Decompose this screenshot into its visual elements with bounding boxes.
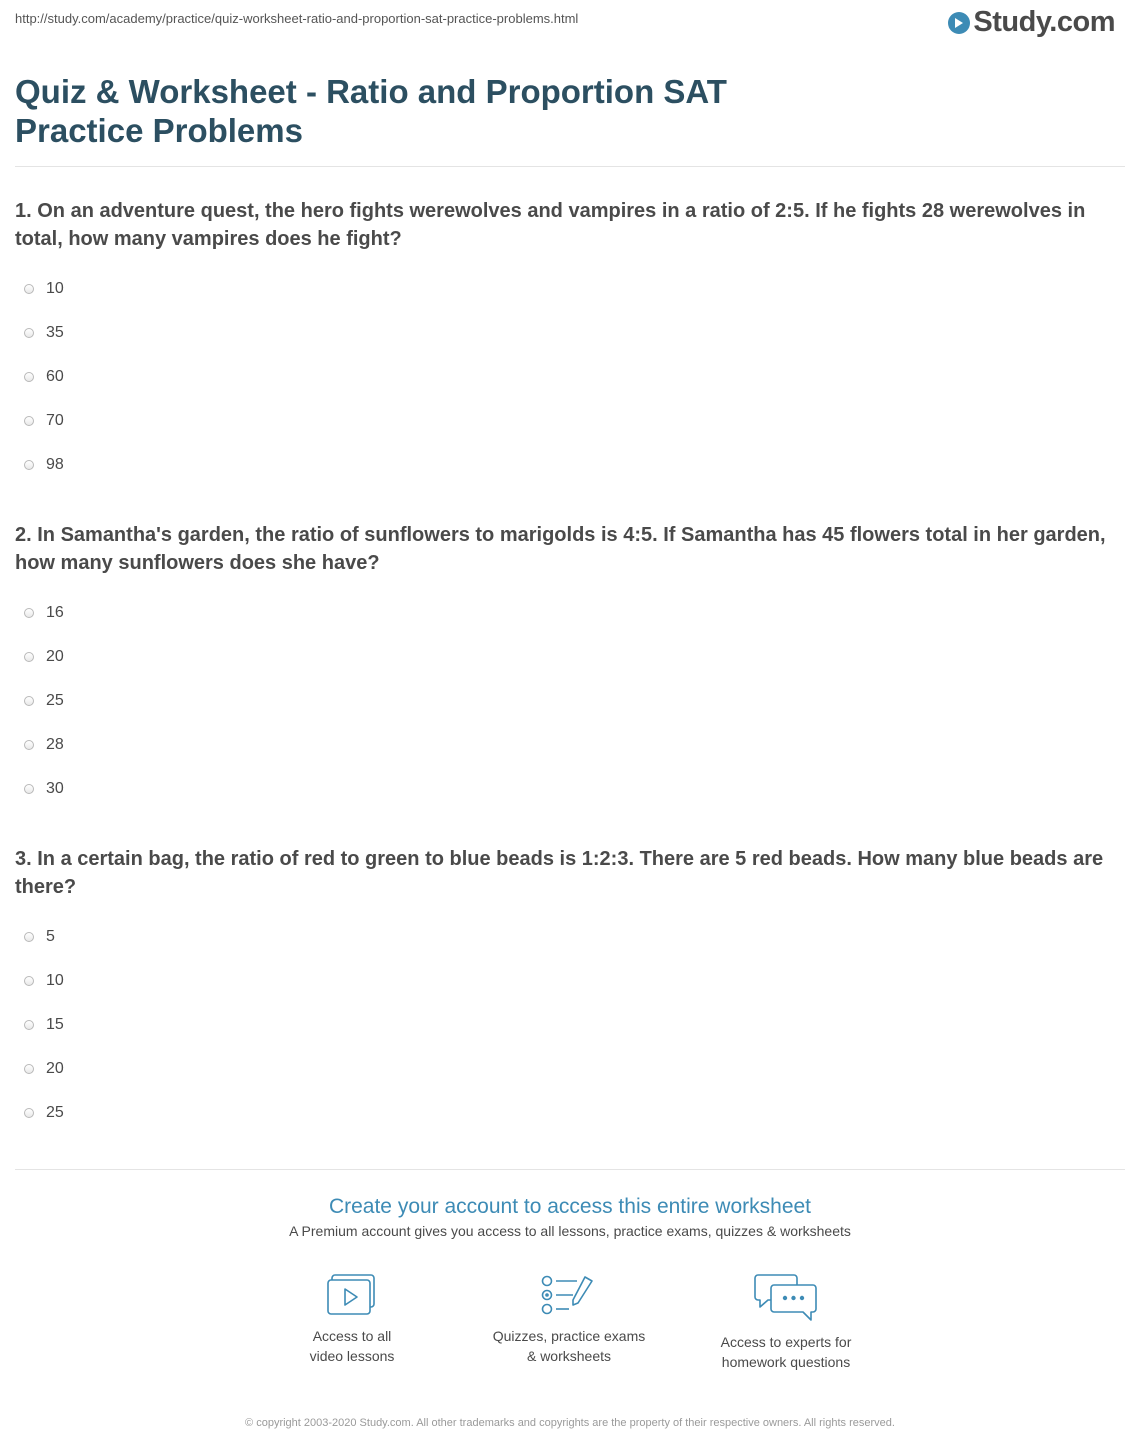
answer-option[interactable]: [15, 443, 1125, 487]
answer-option[interactable]: [15, 635, 1125, 679]
radio-button[interactable]: [24, 284, 34, 294]
question-text: 3. In a certain bag, the ratio of red to green to blue beads is 1:2:3. There are 5 red beads. How many blue beads are there?: [15, 848, 1104, 898]
answer-option[interactable]: [15, 591, 1125, 635]
option-label: 60: [46, 368, 64, 385]
answer-option[interactable]: [15, 267, 1125, 311]
feature-label: Access to all video lessons: [309, 1328, 395, 1364]
radio-button[interactable]: [24, 740, 34, 750]
question-text: 2. In Samantha's garden, the ratio of sunflowers to marigolds is 4:5. If Samantha has 45 flowers total in her garden, how many sunflowers does she have?: [15, 524, 1106, 574]
option-label: 28: [46, 736, 64, 753]
answer-option[interactable]: [15, 767, 1125, 811]
question-2: [15, 521, 1125, 811]
answer-options: [15, 591, 1125, 811]
page-title: Quiz & Worksheet - Ratio and Proportion SAT Practice Problems: [15, 73, 727, 149]
answer-option[interactable]: [15, 1091, 1125, 1135]
option-label: 25: [46, 1104, 64, 1121]
feature-label: Access to experts for homework questions: [720, 1334, 852, 1370]
logo-text: Study.com: [973, 6, 1115, 38]
cta-divider: [15, 1169, 1125, 1170]
answer-options: [15, 267, 1125, 487]
option-label: 15: [46, 1016, 64, 1033]
option-label: 16: [46, 604, 64, 621]
option-label: 10: [46, 280, 64, 297]
feature-experts: [676, 1273, 896, 1372]
option-label: 5: [46, 928, 55, 945]
option-label: 70: [46, 412, 64, 429]
option-label: 10: [46, 972, 64, 989]
feature-video-lessons: [242, 1273, 462, 1366]
answer-option[interactable]: [15, 1003, 1125, 1047]
answer-option[interactable]: [15, 399, 1125, 443]
radio-button[interactable]: [24, 328, 34, 338]
promo-subtitle: A Premium account gives you access to all lessons, practice exams, quizzes & worksheets: [289, 1223, 851, 1239]
question-list: [15, 197, 1125, 1135]
study-logo[interactable]: [948, 6, 1115, 39]
video-lessons-icon: [242, 1273, 462, 1317]
signup-promo: [15, 1193, 1125, 1239]
top-bar: [15, 0, 1125, 56]
radio-button[interactable]: [24, 1020, 34, 1030]
radio-button[interactable]: [24, 460, 34, 470]
answer-option[interactable]: [15, 679, 1125, 723]
answer-option[interactable]: [15, 915, 1125, 959]
radio-button[interactable]: [24, 416, 34, 426]
page-url: http://study.com/academy/practice/quiz-worksheet-ratio-and-proportion-sat-practice-problems.html: [15, 11, 579, 26]
radio-button[interactable]: [24, 608, 34, 618]
radio-button[interactable]: [24, 372, 34, 382]
answer-options: [15, 915, 1125, 1135]
chat-experts-icon: [676, 1273, 896, 1323]
radio-button[interactable]: [24, 932, 34, 942]
question-text: 1. On an adventure quest, the hero fights werewolves and vampires in a ratio of 2:5. If he fights 28 werewolves in total, how many vampires does he fight?: [15, 200, 1086, 250]
worksheet-page: [15, 0, 1125, 1432]
answer-option[interactable]: [15, 355, 1125, 399]
radio-button[interactable]: [24, 784, 34, 794]
radio-button[interactable]: [24, 1064, 34, 1074]
option-label: 20: [46, 1060, 64, 1077]
radio-button[interactable]: [24, 652, 34, 662]
option-label: 98: [46, 456, 64, 473]
title-divider: [15, 166, 1125, 167]
radio-button[interactable]: [24, 696, 34, 706]
question-1: [15, 197, 1125, 487]
quiz-checklist-icon: [459, 1273, 679, 1317]
feature-label: Quizzes, practice exams & worksheets: [492, 1328, 646, 1364]
option-label: 35: [46, 324, 64, 341]
option-label: 20: [46, 648, 64, 665]
answer-option[interactable]: [15, 311, 1125, 355]
copyright-footer: © copyright 2003-2020 Study.com. All other trademarks and copyrights are the property of their respective owners. All rights reserved.: [245, 1417, 895, 1429]
answer-option[interactable]: [15, 1047, 1125, 1091]
option-label: 25: [46, 692, 64, 709]
radio-button[interactable]: [24, 1108, 34, 1118]
premium-features: [15, 1273, 1125, 1403]
play-icon: [948, 12, 970, 34]
question-3: [15, 845, 1125, 1135]
option-label: 30: [46, 780, 64, 797]
create-account-link[interactable]: Create your account to access this entire worksheet: [328, 1195, 812, 1218]
answer-option[interactable]: [15, 959, 1125, 1003]
feature-quizzes: [459, 1273, 679, 1366]
radio-button[interactable]: [24, 976, 34, 986]
answer-option[interactable]: [15, 723, 1125, 767]
